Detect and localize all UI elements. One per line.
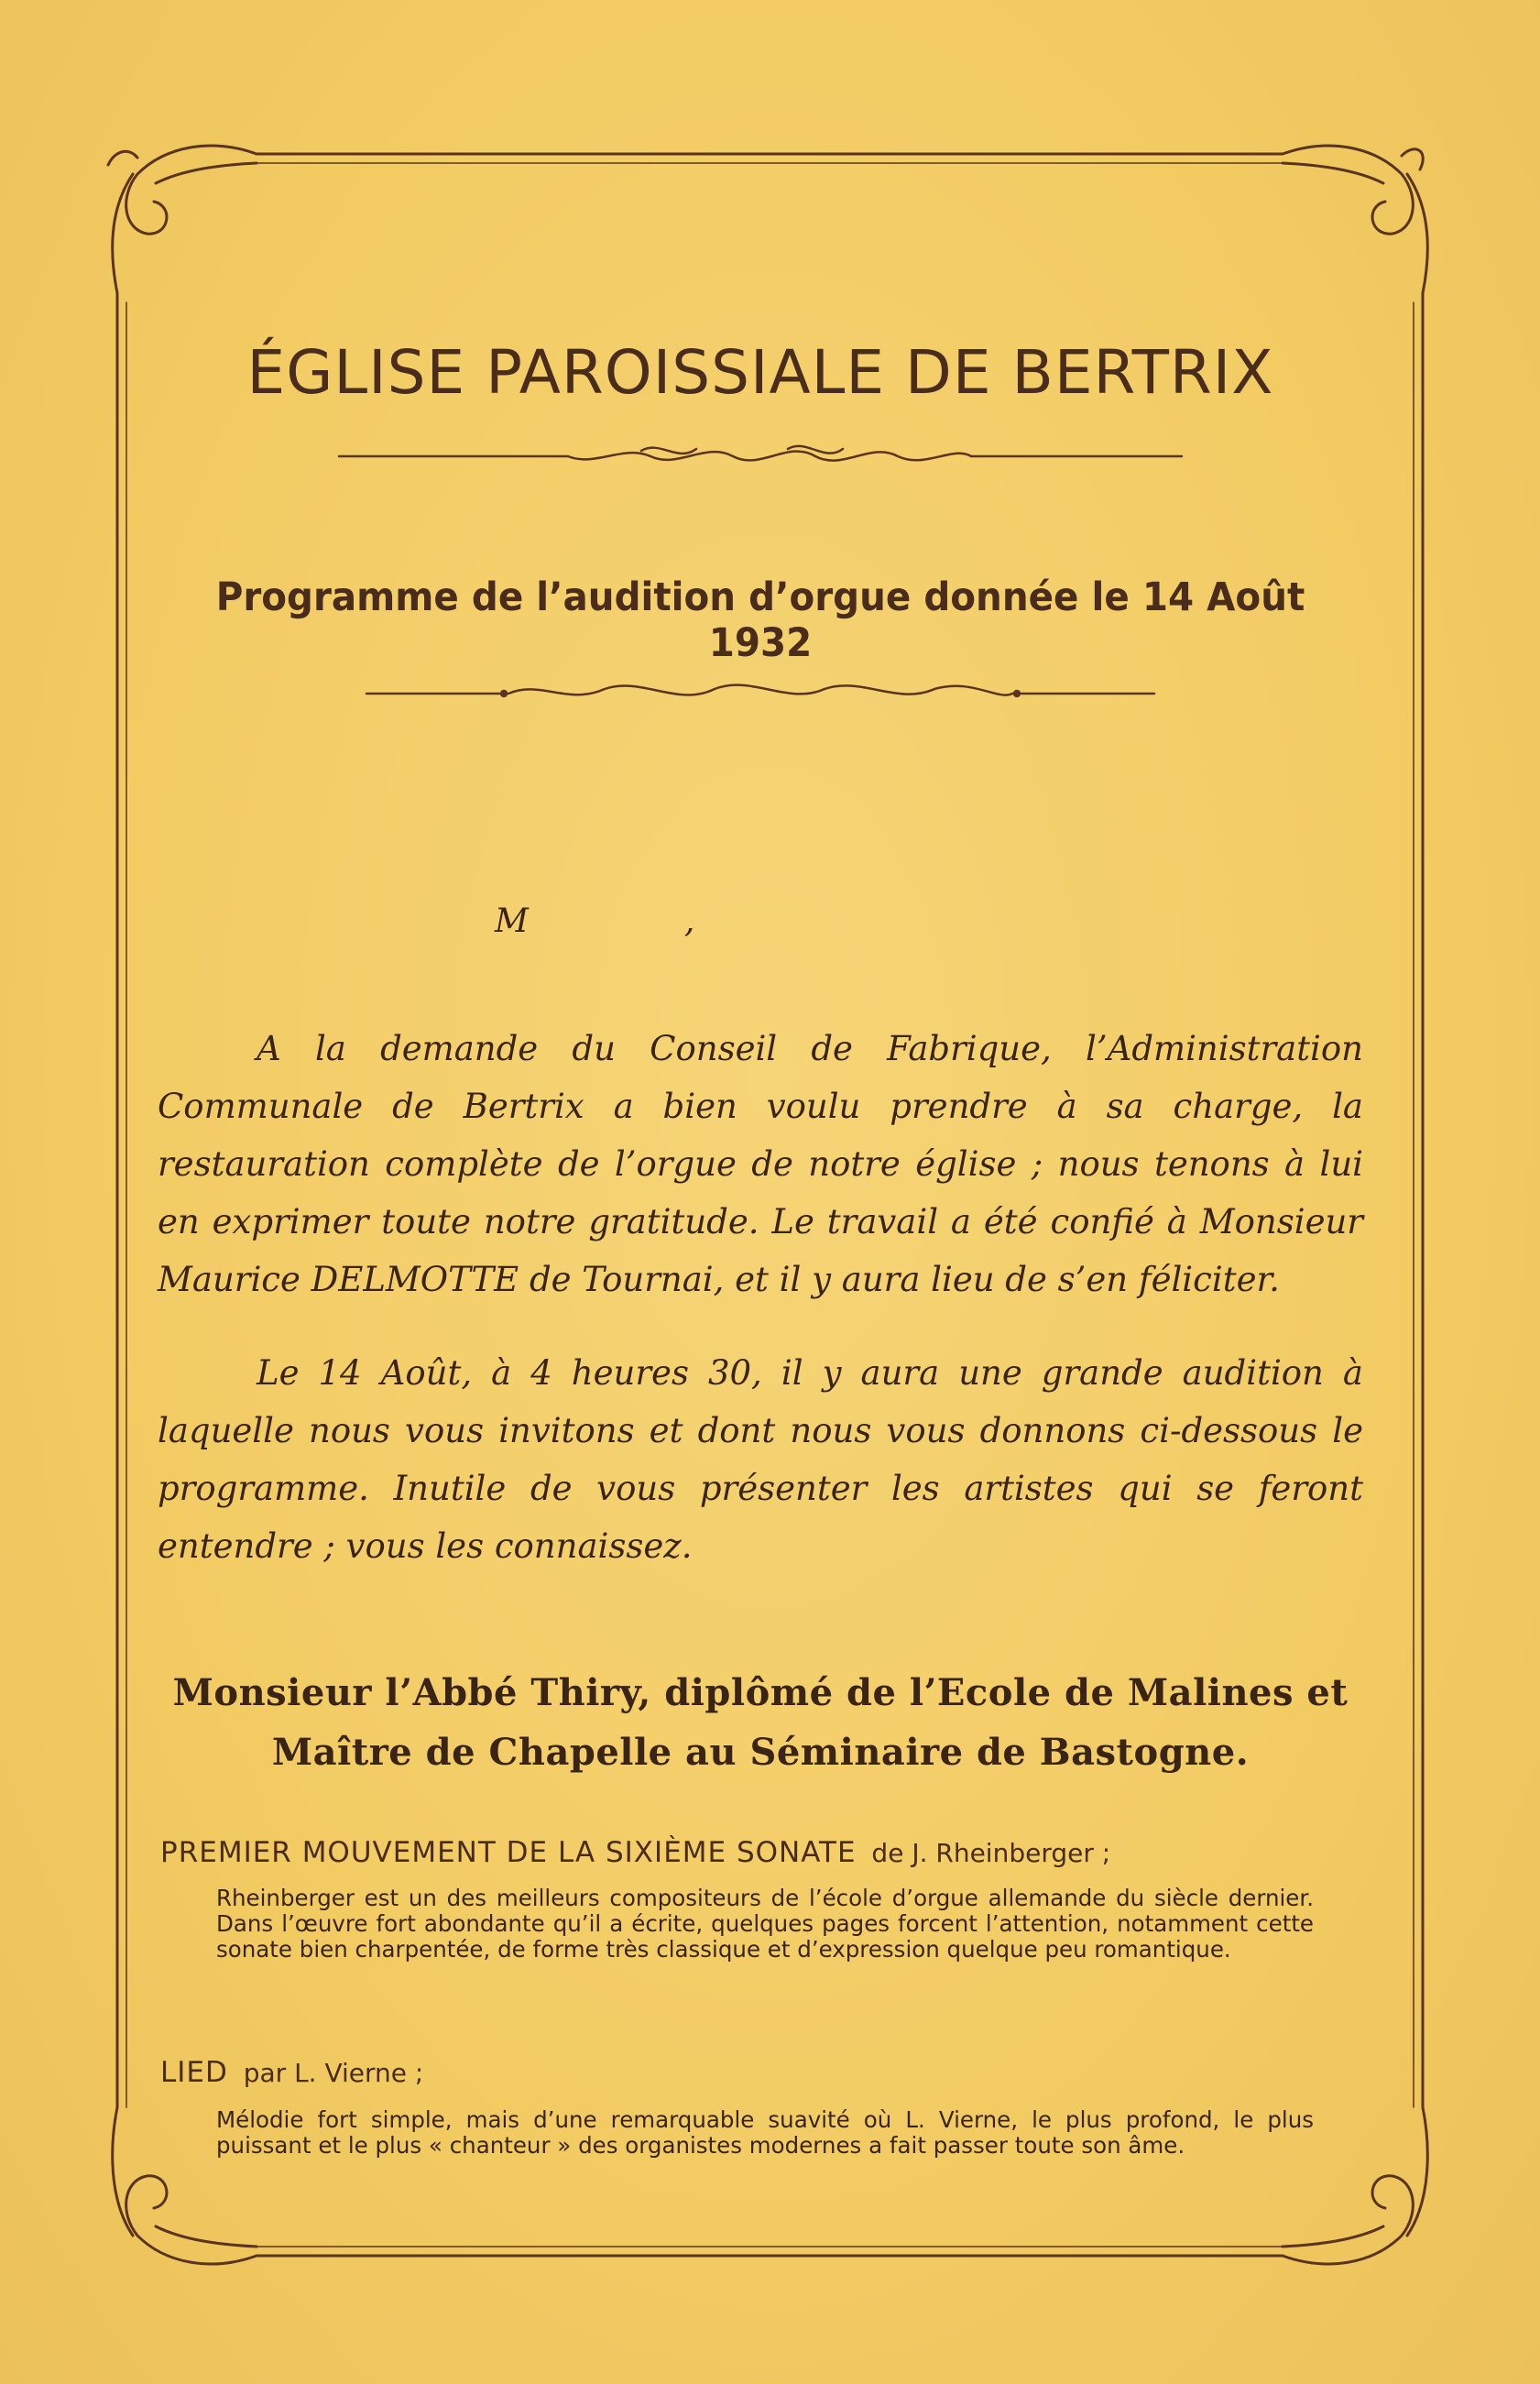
piece-name: PREMIER MOUVEMENT DE LA SIXIÈME SONATE <box>160 1836 857 1869</box>
church-title: ÉGLISE PAROISSIALE DE BERTRIX <box>246 337 1274 408</box>
letter-paragraph-2: Le 14 Août, à 4 heures 30, il y aura une grande audition à laquelle nous vous invitons et dont nous vous donnons ci-dessous le programme. Inutile de vous présenter les artistes qui se feront entendre ; vous les connaissez. <box>158 1353 1363 1566</box>
piece-name: LIED <box>160 2056 228 2089</box>
corner-flourish-top-left <box>108 146 257 293</box>
program-item-description: Rheinberger est un des meilleurs compositeurs de l’école d’orgue allemande du siècle dernier. Dans l’œuvre fort abondante qu’il a écrite, quelques pages forcent l’attention, notamment cette sonate bien charpentée, de forme très classique et d’expression quelque peu romantique. <box>216 1885 1314 1963</box>
piece-composer: de J. Rheinberger ; <box>871 1838 1111 1868</box>
program-item-description: Mélodie fort simple, mais d’une remarquable suavité où L. Vierne, le plus profond, le plus puissant et le plus « chanteur » des organistes modernes a fait passer toute son âme. <box>216 2106 1314 2159</box>
piece-composer: par L. Vierne ; <box>243 2058 424 2088</box>
program-item-title <box>160 1836 1110 1869</box>
salutation-comma: , <box>683 902 695 940</box>
salutation <box>495 902 770 940</box>
performer-line: Monsieur l’Abbé Thiry, diplômé de l’Ecole de Malines et Maître de Chapelle au Séminaire de Bastogne. <box>172 1671 1349 1774</box>
salutation-letter: M <box>495 902 529 940</box>
title-divider <box>339 446 1182 461</box>
program-subtitle: Programme de l’audition d’orgue donnée le 14 Août 1932 <box>215 574 1305 666</box>
program-item-title <box>160 2056 423 2089</box>
letter-paragraph-1: A la demande du Conseil de Fabrique, l’Administration Communale de Bertrix a bien voulu prendre à sa charge, la restauration complète de l’orgue de notre église ; nous tenons à lui en exprimer toute notre gratitude. Le travail a été confié à Monsieur Maurice DELMOTTE de Tournai, et il y aura lieu de s’en féliciter. <box>158 1029 1363 1299</box>
subtitle-divider <box>366 685 1154 696</box>
corner-flourish-top-right <box>1283 146 1427 293</box>
